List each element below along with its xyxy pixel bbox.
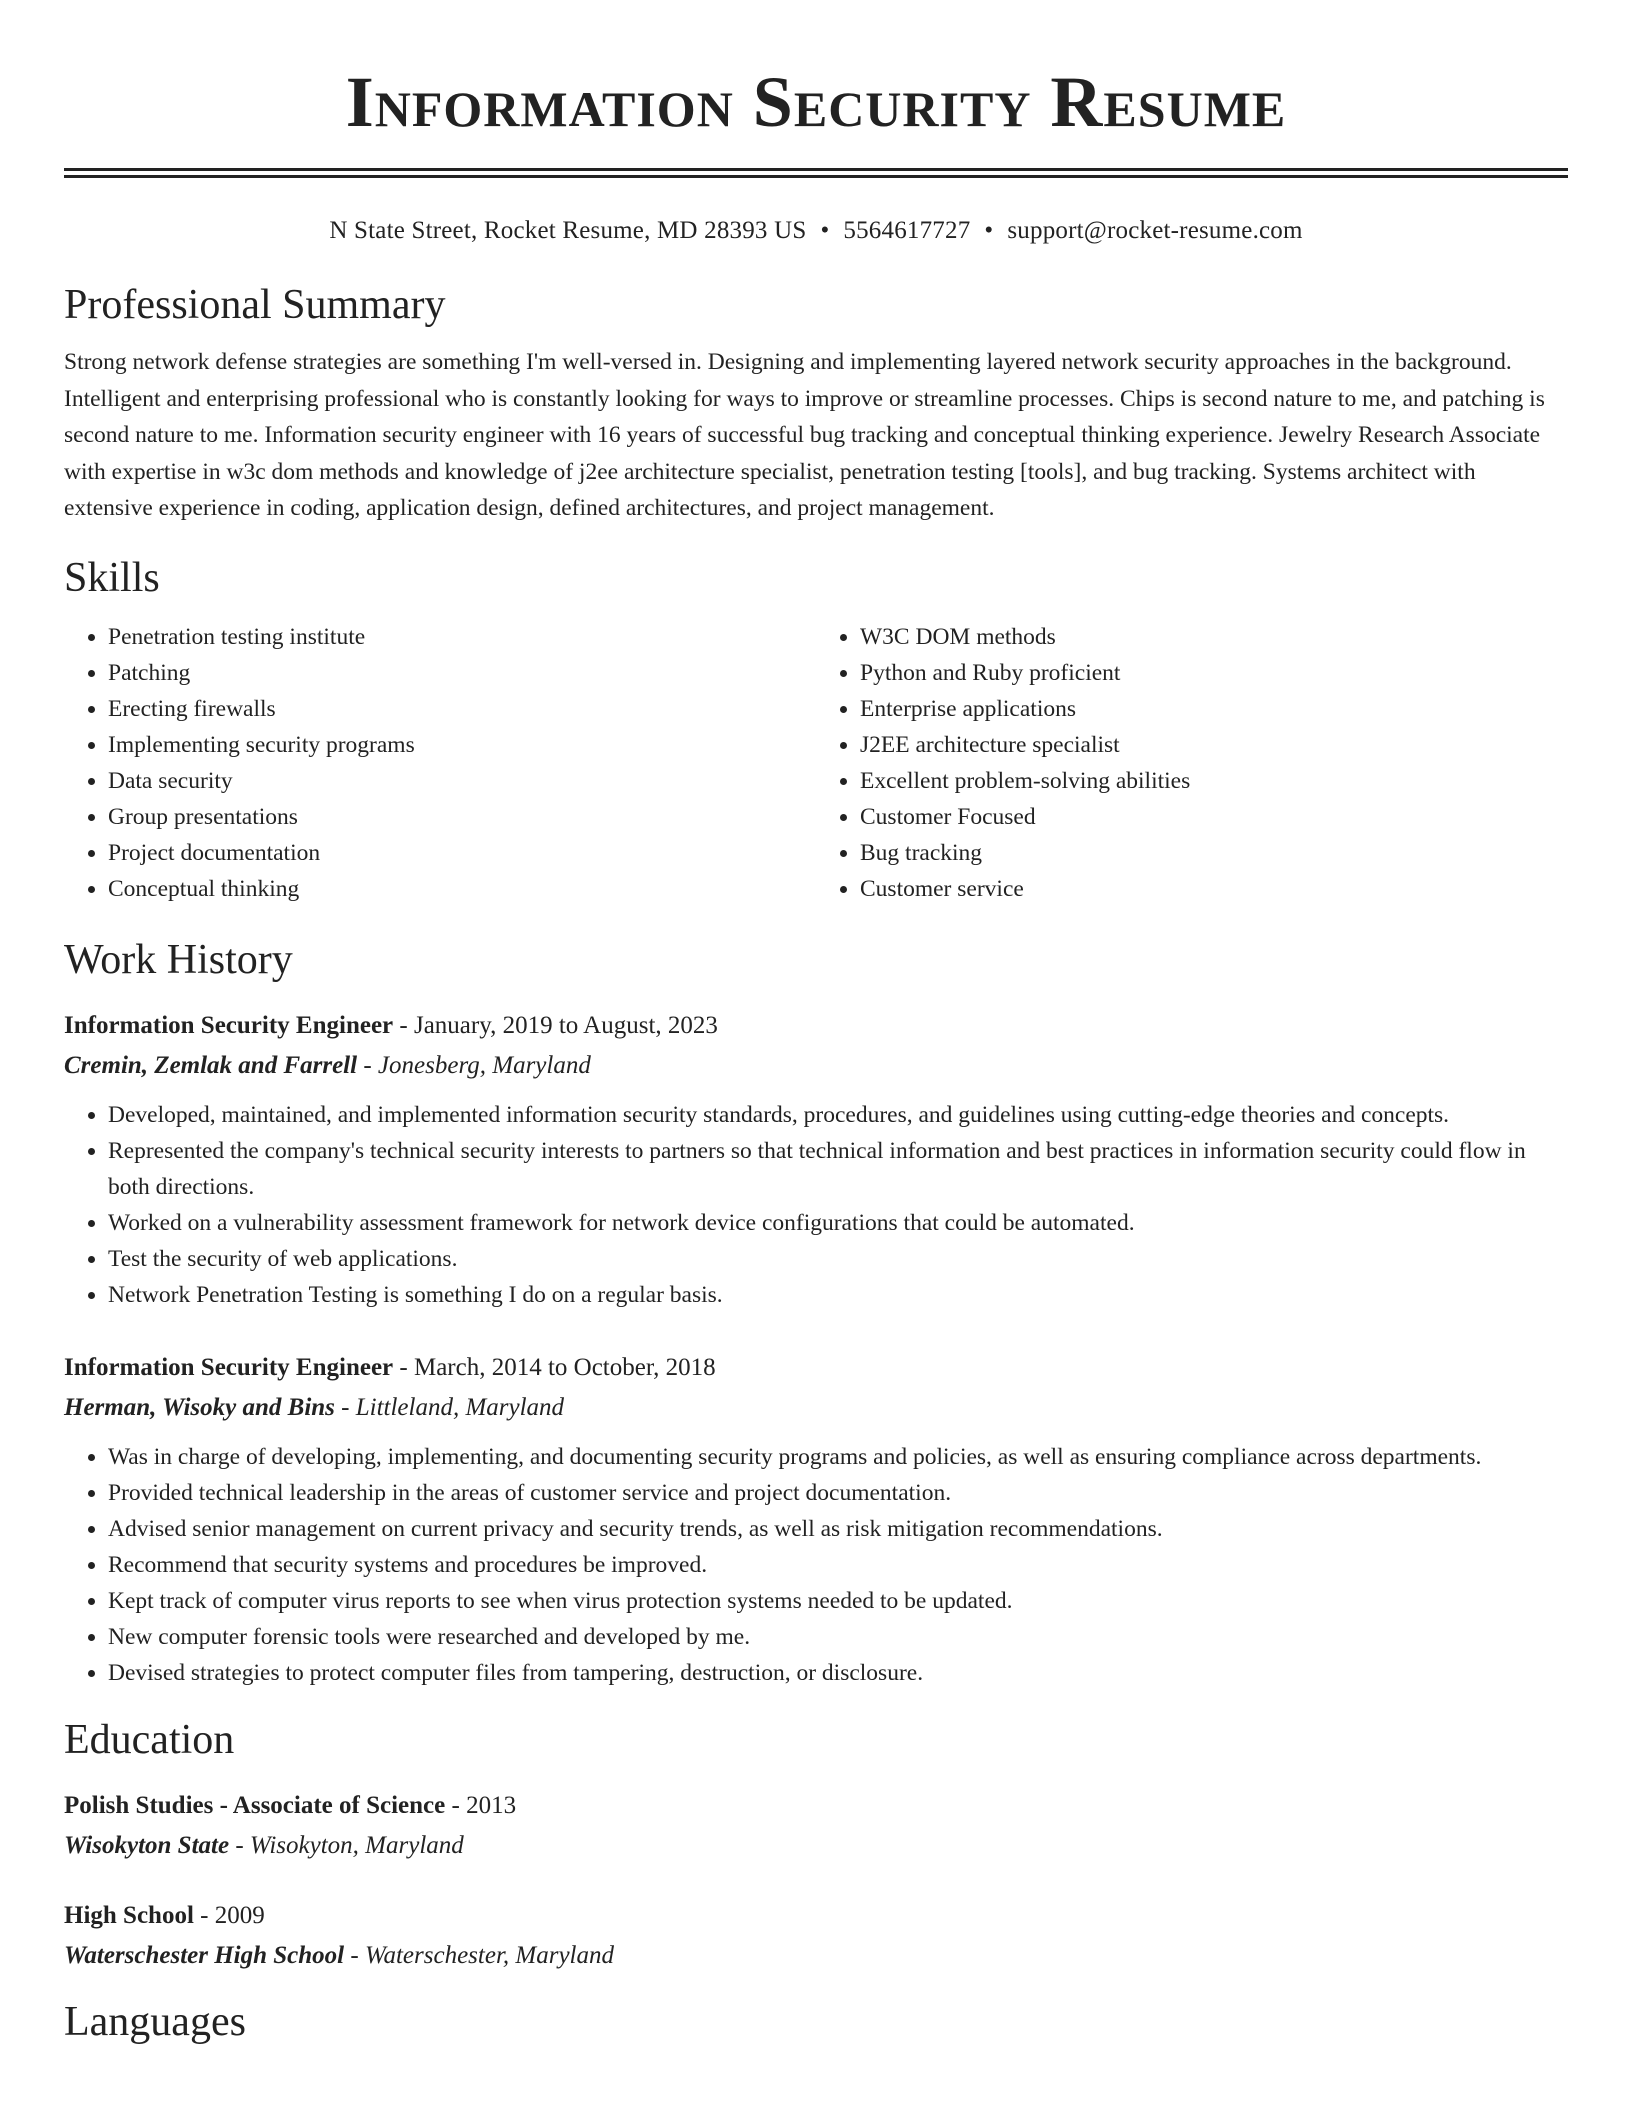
job-company: Cremin, Zemlak and Farrell — [64, 1051, 358, 1079]
skills-list-left — [64, 619, 816, 907]
contact-separator: • — [984, 217, 994, 244]
section-title-work-history: Work History — [64, 936, 293, 983]
job-title: Information Security Engineer — [64, 1353, 394, 1381]
skill-item: • Python and Ruby proficient — [860, 655, 1568, 691]
job-employer — [64, 1393, 1568, 1423]
skills-columns — [64, 619, 1568, 907]
job-bullet: • Test the security of web applications. — [108, 1241, 1568, 1277]
education-heading — [64, 1901, 1568, 1931]
job-bullet: • Represented the company's technical security interests to partners so that technical information and best practices in information security could flow in both directions. — [108, 1133, 1568, 1205]
job-bullet: • New computer forensic tools were researched and developed by me. — [108, 1619, 1568, 1655]
education-institution — [64, 1831, 1568, 1861]
skill-item: • Customer Focused — [860, 799, 1568, 835]
education-location: Waterschester, Maryland — [364, 1941, 615, 1969]
job-dates: March, 2014 to October, 2018 — [413, 1353, 716, 1381]
job-title: Information Security Engineer — [64, 1011, 394, 1039]
education-institution — [64, 1941, 1568, 1971]
education-degree: High School — [64, 1901, 194, 1929]
education-dash: - — [445, 1791, 467, 1819]
job-bullet: • Recommend that security systems and procedures be improved. — [108, 1547, 1568, 1583]
education-dash: - — [344, 1941, 365, 1969]
job-dates: January, 2019 to August, 2023 — [413, 1011, 718, 1039]
job-bullet: • Worked on a vulnerability assessment framework for network device configurations that could be automated. — [108, 1205, 1568, 1241]
skill-item: • Erecting firewalls — [108, 691, 816, 727]
section-title-languages: Languages — [64, 1998, 246, 2045]
skill-item: • Bug tracking — [860, 835, 1568, 871]
skill-item: • Enterprise applications — [860, 691, 1568, 727]
job-bullet: • Developed, maintained, and implemented information security standards, procedures, and guidelines using cutting-edge theories and concepts. — [108, 1097, 1568, 1133]
job-bullet: • Devised strategies to protect computer files from tampering, destruction, or disclosure. — [108, 1655, 1568, 1691]
work-entry — [64, 1353, 1568, 1691]
job-bullets — [64, 1439, 1568, 1691]
resume-title: Information Security Resume — [345, 62, 1287, 142]
job-heading — [64, 1011, 1568, 1041]
job-company: Herman, Wisoky and Bins — [64, 1393, 335, 1421]
education-year: 2009 — [214, 1901, 265, 1929]
education-dash: - — [229, 1831, 250, 1859]
skill-item: • Patching — [108, 655, 816, 691]
skill-item: • Penetration testing institute — [108, 619, 816, 655]
title-double-rule — [64, 168, 1568, 178]
education-year: 2013 — [466, 1791, 517, 1819]
section-title-skills: Skills — [64, 554, 160, 601]
job-bullets — [64, 1097, 1568, 1313]
contact-address: N State Street, Rocket Resume, MD 28393 US — [329, 217, 807, 244]
education-degree: Polish Studies - Associate of Science — [64, 1791, 446, 1819]
job-dash: - — [357, 1051, 378, 1079]
skills-list-right — [816, 619, 1568, 907]
contact-phone: 5564617727 — [843, 217, 971, 244]
skill-item: • Implementing security programs — [108, 727, 816, 763]
job-bullet: • Kept track of computer virus reports to see when virus protection systems needed to be updated. — [108, 1583, 1568, 1619]
work-entry — [64, 1011, 1568, 1313]
job-bullet: • Advised senior management on current privacy and security trends, as well as risk mitigation recommendations. — [108, 1511, 1568, 1547]
education-school: Waterschester High School — [64, 1941, 345, 1969]
job-bullet: • Provided technical leadership in the areas of customer service and project documentation. — [108, 1475, 1568, 1511]
job-location: Littleland, Maryland — [355, 1393, 565, 1421]
skill-item: • J2EE architecture specialist — [860, 727, 1568, 763]
education-location: Wisokyton, Maryland — [249, 1831, 464, 1859]
education-dash: - — [193, 1901, 215, 1929]
skill-item: • Customer service — [860, 871, 1568, 907]
education-heading — [64, 1791, 1568, 1821]
education-entry — [64, 1791, 1568, 1861]
contact-separator: • — [820, 217, 830, 244]
skill-item: • Conceptual thinking — [108, 871, 816, 907]
section-title-education: Education — [64, 1716, 235, 1763]
job-location: Jonesberg, Maryland — [377, 1051, 591, 1079]
contact-email: support@rocket-resume.com — [1007, 217, 1303, 244]
skill-item: • Group presentations — [108, 799, 816, 835]
professional-summary-text: Strong network defense strategies are something I'm well-versed in. Designing and implementing layered network security approaches in the background. Intelligent and enterprising professional who is constantly looking for ways to improve or streamline processes. Chips is second nature to me, and patching is second nature to me. Information security engineer with 16 years of successful bug tracking and conceptual thinking experience. Jewelry Research Associate with expertise in w3c dom methods and knowledge of j2ee architecture specialist, penetration testing [tools], and bug tracking. Systems architect with extensive experience in coding, application design, defined architectures, and project management. — [64, 349, 1545, 521]
job-employer — [64, 1051, 1568, 1081]
contact-line — [64, 216, 1568, 246]
skill-item: • Excellent problem-solving abilities — [860, 763, 1568, 799]
education-entry — [64, 1901, 1568, 1971]
job-heading — [64, 1353, 1568, 1383]
job-dash: - — [393, 1353, 414, 1381]
job-bullet: • Network Penetration Testing is something I do on a regular basis. — [108, 1277, 1568, 1313]
job-bullet: • Was in charge of developing, implementing, and documenting security programs and policies, as well as ensuring compliance across departments. — [108, 1439, 1568, 1475]
skill-item: • Data security — [108, 763, 816, 799]
skill-item: • W3C DOM methods — [860, 619, 1568, 655]
section-title-professional-summary: Professional Summary — [64, 282, 446, 328]
job-dash: - — [334, 1393, 356, 1421]
education-school: Wisokyton State — [64, 1831, 230, 1859]
job-dash: - — [393, 1011, 414, 1039]
skill-item: • Project documentation — [108, 835, 816, 871]
